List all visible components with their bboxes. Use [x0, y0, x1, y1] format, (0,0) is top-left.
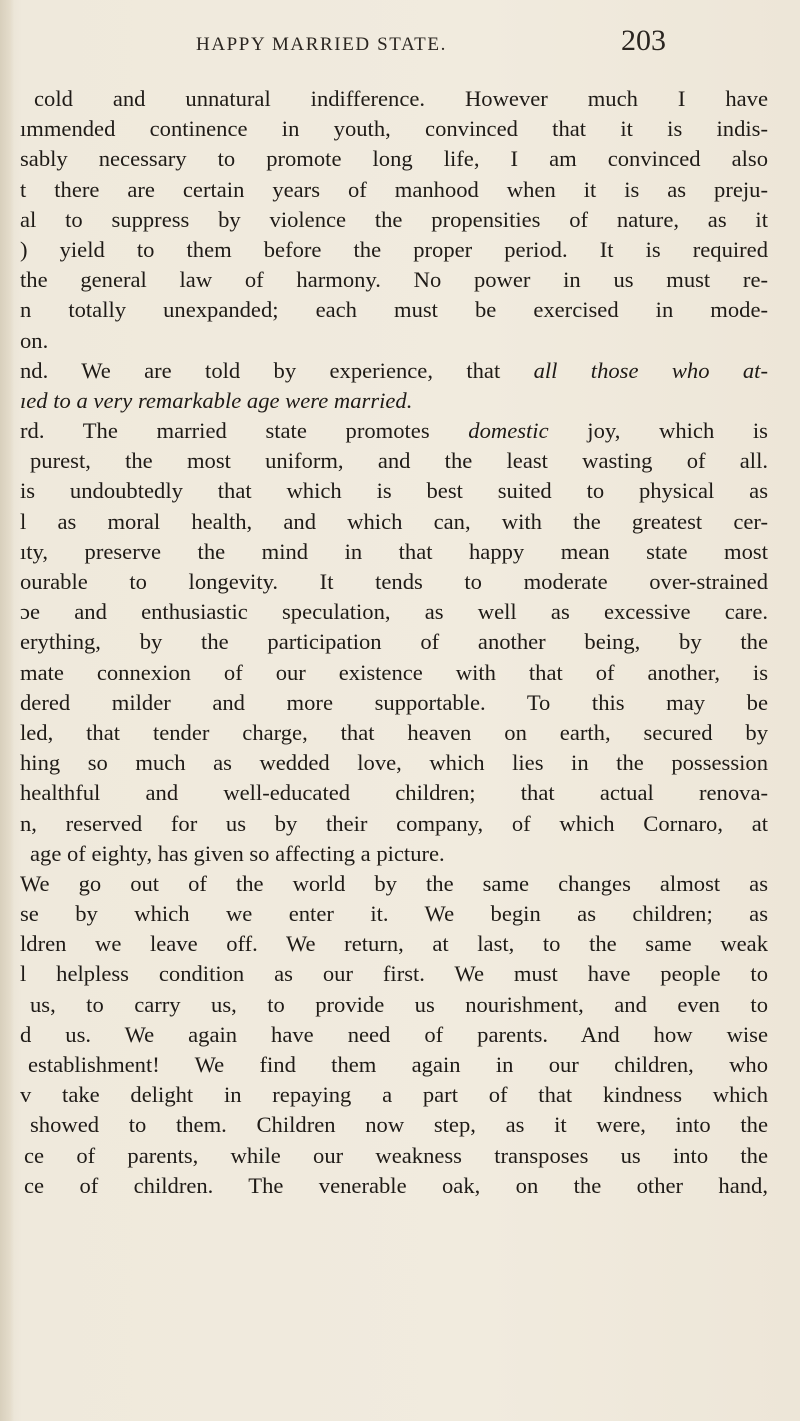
text-line: se by which we enter it. We begin as children; as [20, 901, 768, 927]
text-line: ce of parents, while our weakness transposes us into the [24, 1142, 768, 1168]
text-segment: rd. The married state promotes [20, 418, 469, 444]
text-line: ɔe and enthusiastic speculation, as well as excessive care. [20, 599, 768, 625]
text-line: establishment! We find them again in our children, who [28, 1052, 768, 1077]
text-line: sably necessary to promote long life, I am convinced also [20, 146, 768, 172]
text-line: showed to them. Children now step, as it were, into the [30, 1112, 768, 1138]
page-number: 203 [621, 24, 666, 57]
text-line: ldren we leave off. We return, at last, to the same weak [20, 931, 768, 957]
text-line [20, 356, 768, 386]
text-segment: nd. We are told by experience, that [20, 357, 534, 383]
text-line: the general law of harmony. No power in us must re- [20, 267, 768, 293]
text-line: healthful and well-educated children; that actual renova- [20, 780, 768, 806]
text-line: ) yield to them before the proper period. It is required [20, 236, 768, 262]
text-line: hing so much as wedded love, which lies in the possession [20, 750, 768, 776]
text-line: led, that tender charge, that heaven on earth, secured by [20, 719, 768, 745]
text-line: erything, by the participation of another being, by the [20, 629, 768, 655]
text-line: We go out of the world by the same changes almost as [20, 870, 768, 896]
text-line: d us. We again have need of parents. And how wise [20, 1021, 768, 1047]
text-line: on. [20, 327, 49, 353]
text-line: ımmended continence in youth, convinced that it is indis- [20, 116, 768, 142]
text-line: purest, the most uniform, and the least wasting of all. [30, 448, 768, 474]
text-line: v take delight in repaying a part of that kindness which [20, 1082, 768, 1108]
text-line: l as moral health, and which can, with the greatest cer- [20, 508, 768, 534]
page-header [0, 24, 800, 68]
running-head: HAPPY MARRIED STATE. [196, 34, 447, 55]
text-line: n totally unexpanded; each must be exercised in mode- [20, 297, 768, 323]
italic-text: domestic [468, 418, 549, 444]
text-line: ce of children. The venerable oak, on the other hand, [24, 1172, 768, 1198]
text-line: mate connexion of our existence with that of another, is [20, 659, 768, 685]
text-line: cold and unnatural indifference. However much I have [34, 86, 768, 111]
text-segment: joy, which is [548, 418, 768, 444]
text-line [20, 416, 768, 446]
italic-text: all those who at- [533, 357, 768, 383]
text-line: us, to carry us, to provide us nourishment, and even to [30, 991, 768, 1017]
text-line [20, 386, 768, 416]
text-line: al to suppress by violence the propensities of nature, as it [20, 206, 768, 232]
text-line: l helpless condition as our first. We must have people to [20, 961, 768, 987]
text-line: t there are certain years of manhood when it is as preju- [20, 176, 768, 202]
text-line: age of eighty, has given so affecting a picture. [30, 840, 445, 866]
text-line: ıty, preserve the mind in that happy mean state most [20, 538, 768, 564]
text-line: n, reserved for us by their company, of which Cornaro, at [20, 810, 768, 836]
body-text [20, 84, 768, 1201]
italic-text: ıed to a very remarkable age were married. [20, 387, 413, 413]
text-line: ourable to longevity. It tends to moderate over-strained [20, 569, 768, 594]
page-gutter-shadow [0, 0, 14, 1421]
text-line: dered milder and more supportable. To this may be [20, 689, 768, 715]
text-line: is undoubtedly that which is best suited to physical as [20, 478, 768, 504]
